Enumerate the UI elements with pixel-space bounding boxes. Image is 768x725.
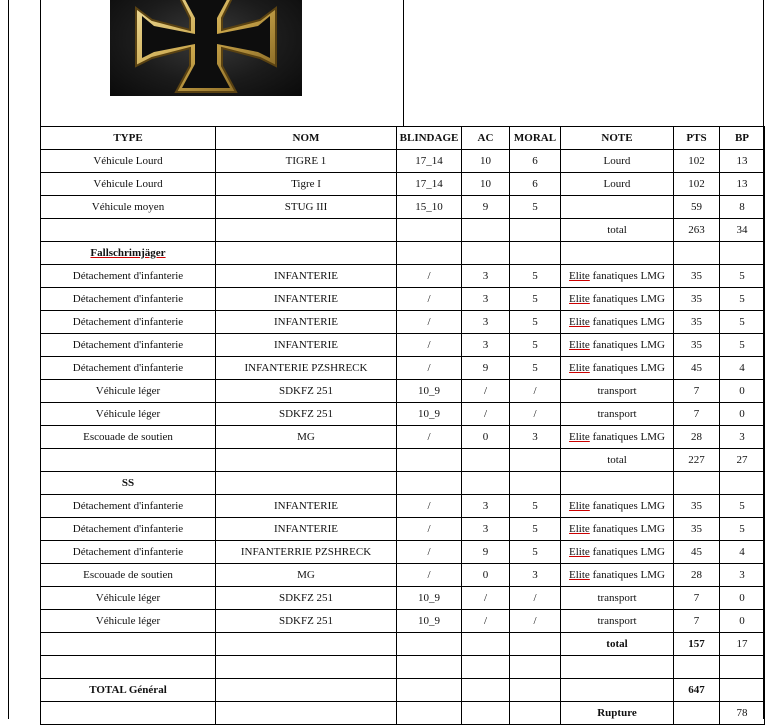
empty-cell [216,633,397,656]
unit-moral: / [510,610,561,633]
empty-cell [216,242,397,265]
unit-pts: 7 [674,403,720,426]
empty-cell [720,679,765,702]
unit-moral: / [510,380,561,403]
empty-cell [397,219,462,242]
unit-moral: 5 [510,196,561,219]
unit-type: Véhicule moyen [41,196,216,219]
total-pts: 157 [674,633,720,656]
note-detail-label: transport [597,614,637,627]
unit-bp: 13 [720,150,765,173]
unit-type: Véhicule Lourd [41,173,216,196]
unit-ac: 10 [462,150,510,173]
unit-note [561,380,674,403]
unit-ac: 3 [462,495,510,518]
header-note: NOTE [561,127,674,150]
total-pts: 227 [674,449,720,472]
unit-type: Détachement d'infanterie [41,334,216,357]
unit-pts: 102 [674,150,720,173]
unit-name: INFANTERIE [216,265,397,288]
unit-name: INFANTERIE [216,518,397,541]
unit-moral: 5 [510,495,561,518]
unit-moral: 5 [510,311,561,334]
unit-ac: / [462,610,510,633]
note-elite-label: Elite [569,545,590,558]
table-header-row [41,127,765,150]
rupture-bp: 78 [720,702,765,725]
unit-type: Escouade de soutien [41,426,216,449]
unit-note [561,196,674,219]
table-row [41,587,765,610]
empty-cell [462,679,510,702]
empty-cell [216,656,397,679]
unit-name: INFANTERIE [216,495,397,518]
unit-pts: 59 [674,196,720,219]
section-total-row [41,633,765,656]
note-detail-label: fanatiques LMG [589,545,665,558]
unit-armor: 17_14 [397,173,462,196]
total-label: total [561,449,674,472]
unit-moral: 3 [510,564,561,587]
unit-moral: 5 [510,518,561,541]
unit-name: INFANTERIE PZSHRECK [216,357,397,380]
table-row [41,357,765,380]
total-label: total [561,633,674,656]
empty-cell [510,449,561,472]
note-detail-label: fanatiques LMG [589,499,665,512]
grand-total-pts: 647 [674,679,720,702]
rupture-label: Rupture [561,702,674,725]
unit-bp: 4 [720,357,765,380]
unit-armor: / [397,311,462,334]
empty-cell [510,633,561,656]
unit-name: MG [216,426,397,449]
unit-pts: 28 [674,564,720,587]
unit-ac: 3 [462,265,510,288]
empty-cell [462,656,510,679]
total-bp: 27 [720,449,765,472]
note-detail-label: fanatiques LMG [589,568,665,581]
unit-armor: / [397,426,462,449]
unit-type: Véhicule Lourd [41,150,216,173]
header-ac: AC [462,127,510,150]
table-row [41,495,765,518]
unit-pts: 35 [674,334,720,357]
table-row [41,311,765,334]
unit-bp: 5 [720,334,765,357]
note-elite-label: Elite [569,338,590,351]
table-row [41,196,765,219]
empty-cell [561,472,674,495]
unit-armor: 10_9 [397,610,462,633]
table-row [41,403,765,426]
header-pts: PTS [674,127,720,150]
section-title-row [41,472,765,495]
table-row [41,541,765,564]
section-total-row [41,449,765,472]
unit-note [561,610,674,633]
empty-cell [216,679,397,702]
unit-name: INFANTERIE [216,288,397,311]
table-row [41,150,765,173]
empty-cell [397,242,462,265]
empty-cell [674,472,720,495]
page-margin-line [8,0,9,719]
unit-name: INFANTERIE [216,311,397,334]
empty-cell [462,449,510,472]
empty-cell [216,449,397,472]
unit-name: SDKFZ 251 [216,380,397,403]
unit-bp: 5 [720,311,765,334]
empty-cell [41,656,216,679]
unit-note [561,518,674,541]
note-elite-label: Elite [569,499,590,512]
empty-cell [462,219,510,242]
empty-cell [720,656,765,679]
unit-type: Détachement d'infanterie [41,311,216,334]
section-title: SS [41,472,216,495]
iron-cross-image [110,0,302,96]
unit-note [561,357,674,380]
empty-cell [397,633,462,656]
unit-bp: 0 [720,403,765,426]
unit-ac: 10 [462,173,510,196]
unit-type: Détachement d'infanterie [41,288,216,311]
rupture-row [41,702,765,725]
unit-armor: / [397,265,462,288]
note-detail-label: transport [597,591,637,604]
header-type: TYPE [41,127,216,150]
unit-moral: 6 [510,150,561,173]
unit-moral: 6 [510,173,561,196]
table-row [41,564,765,587]
unit-pts: 28 [674,426,720,449]
unit-moral: / [510,403,561,426]
note-elite-label: Elite [569,361,590,374]
blank-row [41,656,765,679]
empty-cell [397,656,462,679]
empty-cell [41,633,216,656]
unit-ac: 3 [462,311,510,334]
empty-cell [510,219,561,242]
empty-cell [561,656,674,679]
unit-pts: 45 [674,541,720,564]
note-detail-label: fanatiques LMG [589,338,665,351]
empty-cell [216,219,397,242]
grand-total-label: TOTAL Général [41,679,216,702]
header-nom: NOM [216,127,397,150]
unit-bp: 13 [720,173,765,196]
grand-total-row [41,679,765,702]
note-detail-label: fanatiques LMG [589,430,665,443]
empty-cell [510,242,561,265]
unit-name: MG [216,564,397,587]
empty-cell [561,679,674,702]
note-elite-label: Elite [569,292,590,305]
unit-type: Escouade de soutien [41,564,216,587]
unit-armor: / [397,564,462,587]
empty-cell [397,702,462,725]
table-row [41,265,765,288]
unit-note [561,334,674,357]
unit-name: SDKFZ 251 [216,610,397,633]
note-detail-label: fanatiques LMG [589,315,665,328]
unit-pts: 35 [674,495,720,518]
empty-cell [674,242,720,265]
unit-pts: 7 [674,610,720,633]
empty-cell [720,472,765,495]
empty-cell [510,656,561,679]
table-row [41,426,765,449]
note-elite-label: Elite [569,269,590,282]
empty-cell [41,449,216,472]
section-title-row [41,242,765,265]
unit-note [561,495,674,518]
unit-name: INFANTERIE [216,334,397,357]
unit-type: Véhicule léger [41,380,216,403]
empty-cell [720,242,765,265]
empty-cell [216,472,397,495]
header-moral: MORAL [510,127,561,150]
unit-pts: 45 [674,357,720,380]
unit-moral: 5 [510,288,561,311]
unit-ac: 3 [462,334,510,357]
unit-type: Détachement d'infanterie [41,495,216,518]
unit-note [561,288,674,311]
unit-note [561,564,674,587]
note-elite-label: Elite [569,430,590,443]
unit-moral: 3 [510,426,561,449]
unit-pts: 35 [674,288,720,311]
unit-moral: 5 [510,541,561,564]
note-detail-label: fanatiques LMG [589,361,665,374]
unit-ac: 3 [462,518,510,541]
unit-pts: 35 [674,518,720,541]
unit-ac: / [462,587,510,610]
empty-cell [41,702,216,725]
unit-note [561,403,674,426]
unit-note [561,311,674,334]
unit-type: Détachement d'infanterie [41,357,216,380]
empty-cell [462,242,510,265]
unit-ac: / [462,380,510,403]
unit-armor: / [397,357,462,380]
unit-type: Véhicule léger [41,403,216,426]
header-blindage: BLINDAGE [397,127,462,150]
unit-bp: 3 [720,564,765,587]
unit-armor: 15_10 [397,196,462,219]
unit-name: Tigre I [216,173,397,196]
iron-cross-icon [110,0,302,96]
empty-cell [397,449,462,472]
unit-note [561,587,674,610]
unit-moral: 5 [510,265,561,288]
unit-ac: / [462,403,510,426]
unit-pts: 7 [674,587,720,610]
empty-cell [397,679,462,702]
table-row [41,518,765,541]
empty-cell [462,633,510,656]
army-roster-table [40,126,765,725]
note-detail-label: fanatiques LMG [589,522,665,535]
unit-armor: / [397,495,462,518]
unit-bp: 3 [720,426,765,449]
empty-cell [216,702,397,725]
unit-bp: 0 [720,587,765,610]
empty-cell [674,656,720,679]
unit-armor: / [397,518,462,541]
unit-armor: 10_9 [397,587,462,610]
empty-cell [674,702,720,725]
table-row [41,380,765,403]
note-detail-label: fanatiques LMG [589,292,665,305]
unit-note [561,541,674,564]
header-bp: BP [720,127,765,150]
unit-bp: 8 [720,196,765,219]
unit-moral: / [510,587,561,610]
note-detail-label: transport [597,384,637,397]
note-elite-label: Elite [569,315,590,328]
empty-cell [510,679,561,702]
unit-type: Véhicule léger [41,610,216,633]
unit-bp: 5 [720,495,765,518]
total-pts: 263 [674,219,720,242]
unit-type: Détachement d'infanterie [41,541,216,564]
unit-name: SDKFZ 251 [216,403,397,426]
unit-armor: / [397,541,462,564]
unit-type: Véhicule léger [41,587,216,610]
note-detail-label: fanatiques LMG [589,269,665,282]
unit-ac: 0 [462,426,510,449]
unit-name: TIGRE 1 [216,150,397,173]
unit-name: INFANTERRIE PZSHRECK [216,541,397,564]
section-title: Fallschrimjäger [41,242,216,265]
unit-armor: / [397,288,462,311]
unit-pts: 35 [674,311,720,334]
unit-armor: / [397,334,462,357]
empty-cell [462,472,510,495]
note-elite-label: Elite [569,522,590,535]
unit-bp: 0 [720,610,765,633]
empty-cell [41,219,216,242]
unit-pts: 35 [674,265,720,288]
note-detail-label: transport [597,407,637,420]
unit-note: Lourd [561,150,674,173]
frame-divider [403,0,404,126]
unit-pts: 102 [674,173,720,196]
table-row [41,334,765,357]
unit-ac: 3 [462,288,510,311]
unit-name: SDKFZ 251 [216,587,397,610]
unit-type: Détachement d'infanterie [41,518,216,541]
empty-cell [510,472,561,495]
empty-cell [462,702,510,725]
unit-bp: 4 [720,541,765,564]
unit-name: STUG III [216,196,397,219]
section-total-row [41,219,765,242]
table-row [41,288,765,311]
unit-armor: 17_14 [397,150,462,173]
unit-armor: 10_9 [397,380,462,403]
empty-cell [397,472,462,495]
unit-ac: 0 [462,564,510,587]
unit-note [561,265,674,288]
empty-cell [510,702,561,725]
table-row [41,610,765,633]
unit-note [561,426,674,449]
unit-note: Lourd [561,173,674,196]
total-label: total [561,219,674,242]
unit-type: Détachement d'infanterie [41,265,216,288]
unit-ac: 9 [462,196,510,219]
unit-armor: 10_9 [397,403,462,426]
unit-bp: 5 [720,288,765,311]
unit-ac: 9 [462,541,510,564]
empty-cell [561,242,674,265]
total-bp: 17 [720,633,765,656]
table-row [41,173,765,196]
note-elite-label: Elite [569,568,590,581]
unit-bp: 5 [720,265,765,288]
unit-moral: 5 [510,357,561,380]
unit-bp: 0 [720,380,765,403]
total-bp: 34 [720,219,765,242]
unit-ac: 9 [462,357,510,380]
unit-pts: 7 [674,380,720,403]
unit-bp: 5 [720,518,765,541]
unit-moral: 5 [510,334,561,357]
